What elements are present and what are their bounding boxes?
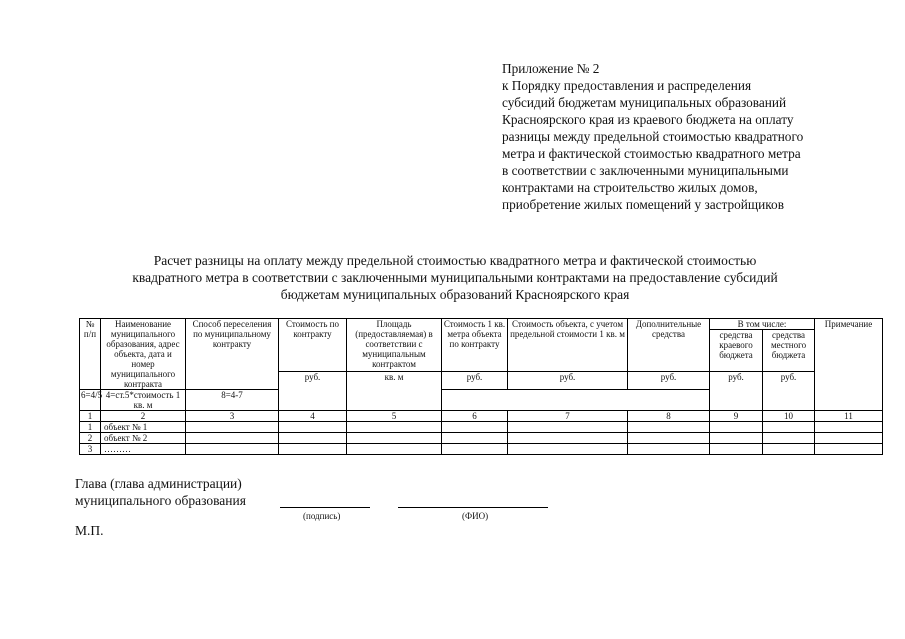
signature-block <box>75 475 246 509</box>
header-note: Примечание <box>815 319 883 411</box>
row-num: 1 <box>80 422 101 433</box>
appendix-line: разницы между предельной стоимостью квадратного <box>502 129 804 144</box>
appendix-line: Приложение № 2 <box>502 61 600 76</box>
title-line: бюджетам муниципальных образований Красноярского края <box>280 287 630 302</box>
signature-title-line-1: Глава (глава администрации) <box>75 476 242 491</box>
header-additional: Дополнительные средства <box>628 319 710 372</box>
column-numbers-row <box>80 411 883 422</box>
header-name: Наименование муниципального образования, адрес объекта, дата и номер муниципального контракта <box>101 319 186 390</box>
formula-object-cost: 4=ст.5*стоимость 1 кв. м <box>101 390 186 411</box>
stamp-mark: М.П. <box>75 523 104 538</box>
appendix-header <box>502 60 882 213</box>
title-line: Расчет разницы на оплату между предельной стоимостью квадратного метра и фактической стоимостью <box>153 253 757 268</box>
header-num: № п/п <box>80 319 101 390</box>
document-title <box>60 252 850 303</box>
unit-local: руб. <box>763 372 815 411</box>
table-row <box>80 422 883 433</box>
unit-cost: руб. <box>279 372 347 411</box>
unit-regional: руб. <box>710 372 763 411</box>
header-cost: Стоимость по контракту <box>279 319 347 372</box>
signature-line <box>280 507 370 508</box>
col-number: 1 <box>80 411 101 422</box>
col-number: 3 <box>186 411 279 422</box>
signature-title-line-2: муниципального образования <box>75 493 246 508</box>
row-name: объект № 1 <box>101 422 186 433</box>
unit-sqm-cost: руб. <box>442 372 508 390</box>
appendix-line: Красноярского края из краевого бюджета на оплату <box>502 112 794 127</box>
row-name: объект № 2 <box>101 433 186 444</box>
header-sqm-cost: Стоимость 1 кв. метра объекта по контракту <box>442 319 508 372</box>
appendix-line: к Порядку предоставления и распределения <box>502 78 752 93</box>
calculation-table <box>79 318 883 455</box>
unit-additional: руб. <box>628 372 710 390</box>
unit-area: кв. м <box>347 372 442 411</box>
col-number: 9 <box>710 411 763 422</box>
table-row <box>80 444 883 455</box>
col-number: 11 <box>815 411 883 422</box>
header-object-cost: Стоимость объекта, с учетом предельной стоимости 1 кв. м <box>508 319 628 372</box>
row-num: 3 <box>80 444 101 455</box>
row-num: 2 <box>80 433 101 444</box>
title-line: квадратного метра в соответствии с заключенными муниципальными контрактами на предоставление субсидий <box>132 270 778 285</box>
header-row <box>80 319 883 330</box>
col-number: 5 <box>347 411 442 422</box>
table-row <box>80 433 883 444</box>
name-caption: (ФИО) <box>462 511 489 521</box>
header-local: средства местного бюджета <box>763 330 815 372</box>
header-area: Площадь (предоставляемая) в соответствии с муниципальным контрактом <box>347 319 442 372</box>
appendix-line: в соответствии с заключенными муниципальными <box>502 163 789 178</box>
formula-additional: 8=4-7 <box>186 390 279 411</box>
appendix-line: субсидий бюджетам муниципальных образований <box>502 95 787 110</box>
row-name: ……… <box>101 444 186 455</box>
header-including: В том числе: <box>710 319 815 330</box>
col-number: 2 <box>101 411 186 422</box>
col-number: 7 <box>508 411 628 422</box>
header-method: Способ переселения по муниципальному контракту <box>186 319 279 390</box>
formula-sqm-cost: 6=4/5 <box>80 390 101 411</box>
col-number: 4 <box>279 411 347 422</box>
unit-object-cost: руб. <box>508 372 628 390</box>
signature-caption: (подпись) <box>303 511 341 521</box>
header-regional: средства краевого бюджета <box>710 330 763 372</box>
appendix-line: метра и фактической стоимостью квадратного метра <box>502 146 801 161</box>
col-number: 8 <box>628 411 710 422</box>
name-line <box>398 507 548 508</box>
col-number: 6 <box>442 411 508 422</box>
appendix-line: контрактами на строительство жилых домов, <box>502 180 758 195</box>
appendix-line: приобретение жилых помещений у застройщиков <box>502 197 784 212</box>
col-number: 10 <box>763 411 815 422</box>
